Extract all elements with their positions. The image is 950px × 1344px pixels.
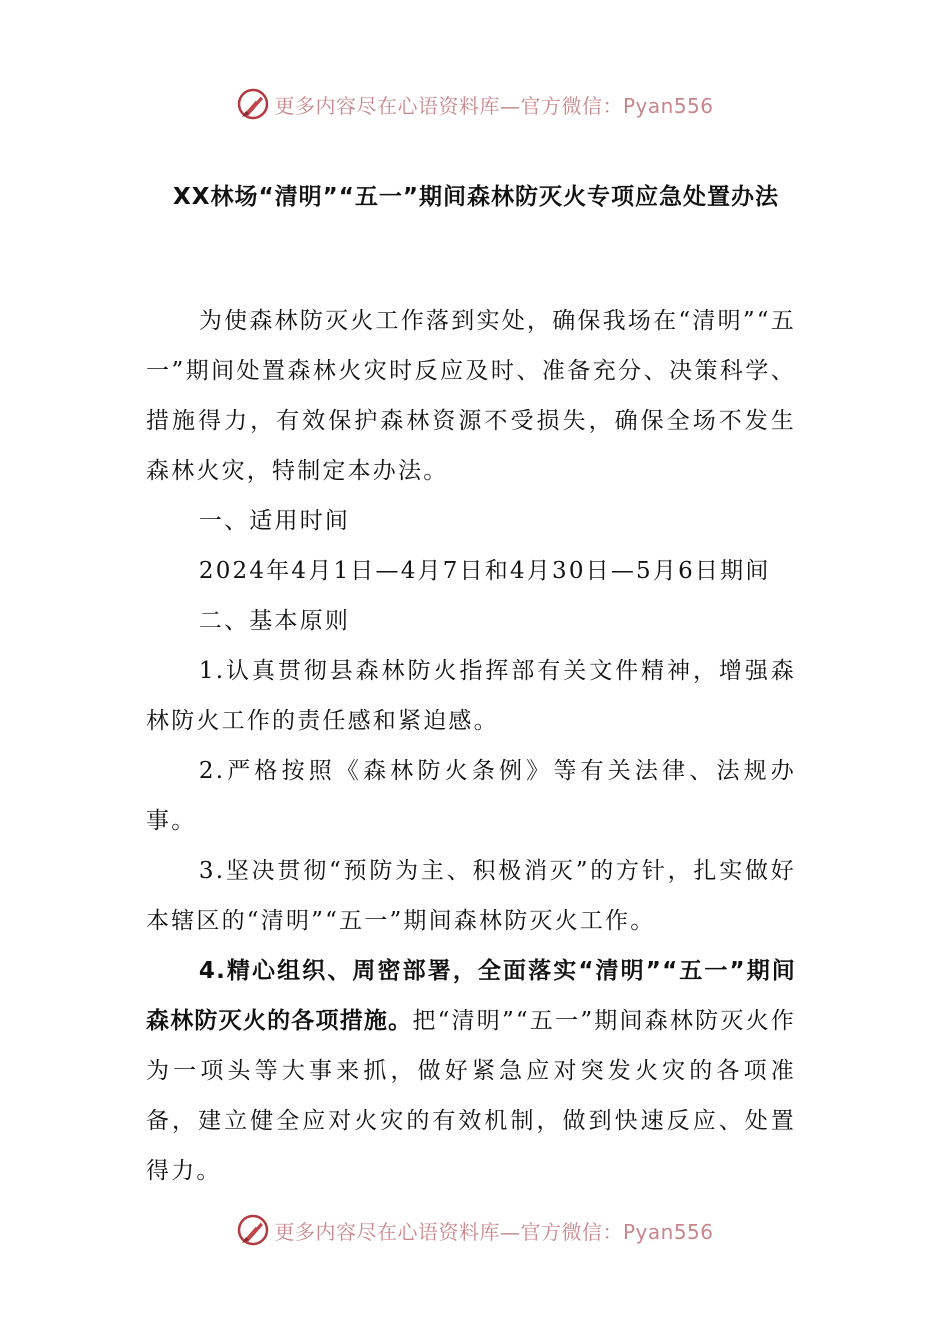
watermark-header	[0, 84, 950, 124]
date-range-paragraph: 2024年4月1日—4月7日和4月30日—5月6日期间	[198, 558, 771, 584]
pen-nib-logo-icon	[236, 87, 270, 121]
document-title: XX林场“清明”“五一”期间森林防灭火专项应急处置办法	[173, 184, 779, 210]
principle-item-2: 2.严格按照《森林防火条例》等有关法律、法规办事。	[146, 758, 796, 834]
section-heading-1: 一、适用时间	[198, 508, 351, 534]
document-body	[146, 296, 796, 1196]
principle-item-1: 1.认真贯彻县森林防火指挥部有关文件精神，增强森林防火工作的责任感和紧迫感。	[146, 658, 796, 734]
watermark-text: 更多内容尽在心语资料库—官方微信：Pyan556	[274, 93, 714, 118]
principle-item-4	[146, 946, 796, 1196]
principle-item-4-text: 把“清明”“五一”期间森林防灭火作为一项头等大事来抓，做好紧急应对突发火灾的各项准备，建立健全应对火灾的有效机制，做到快速反应、处置得力。	[146, 1008, 796, 1184]
principle-item-3: 3.坚决贯彻“预防为主、积极消灭”的方针，扎实做好本辖区的“清明”“五一”期间森林防灭火工作。	[146, 858, 796, 934]
pen-nib-logo-icon	[236, 1213, 270, 1247]
principle-item-4-heading: 4.精心组织、周密部署，全面落实“清明”“五一”期间森林防灭火的各项措施。	[146, 958, 796, 1034]
watermark-footer	[0, 1210, 950, 1250]
watermark-text: 更多内容尽在心语资料库—官方微信：Pyan556	[274, 1219, 714, 1244]
intro-paragraph: 为使森林防灭火工作落到实处，确保我场在“清明”“五一”期间处置森林火灾时反应及时、准备充分、决策科学、措施得力，有效保护森林资源不受损失，确保全场不发生森林火灾，特制定本办法。	[146, 308, 796, 484]
section-heading-2: 二、基本原则	[198, 608, 351, 634]
